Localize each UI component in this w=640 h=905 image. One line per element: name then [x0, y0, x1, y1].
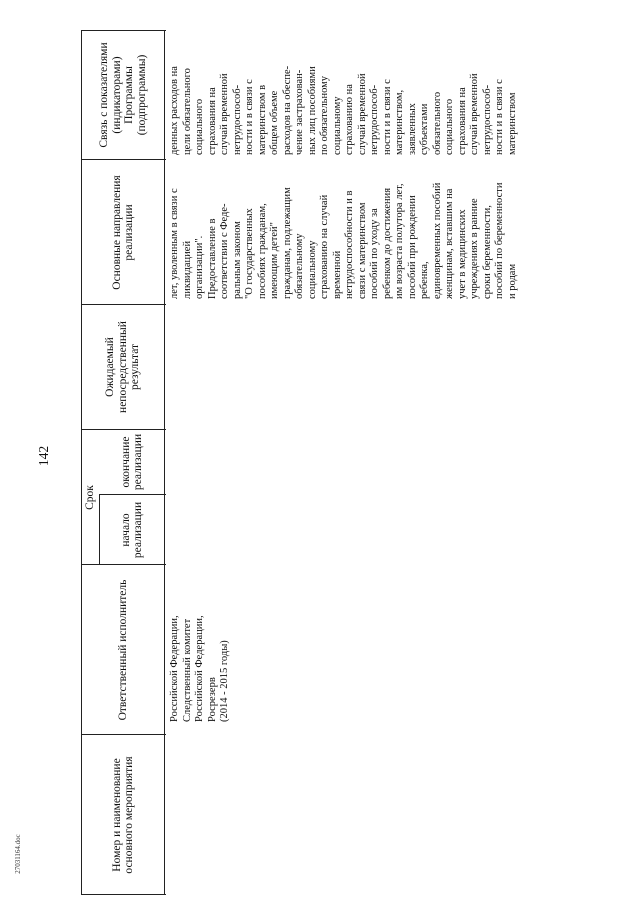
term-subheader-line: [99, 495, 100, 565]
rotated-document-page: [81, 30, 566, 895]
header-number-and-name: Номер и наименование основного мероприятия: [110, 756, 135, 874]
header-expected-result: Ожидаемый непосредственный результат: [104, 321, 142, 413]
header-term-start: начало реализации: [119, 501, 144, 559]
table-right-border: [81, 30, 166, 31]
header-indicators-link: Связь с показателями (индикаторами) Программы (подпрограммы): [98, 42, 148, 148]
col-divider-1: [81, 734, 166, 735]
col-divider-3: [99, 494, 166, 495]
table-left-border: [81, 894, 166, 895]
col-divider-6: [81, 159, 166, 160]
page-number: 142: [36, 445, 52, 467]
header-term: Срок: [84, 485, 97, 510]
document-code: 27031164.doc: [13, 834, 22, 874]
header-term-end: окончание реализации: [119, 433, 144, 491]
cell-directions: лет, уволенным в связи с ликвидацией организации". Предоставление в соответствии с Феде- ральным законом "О государственных пособиях гражданам, имеющим детей" гражданам, подлежащим обязательному социальному страхованию на случай временной нетрудоспособности и в связи с материнством пособий по уходу за ребенком до достижения им возраста полутора лет, пособий при рождении ребенка, единовременных пособий женщинам, вставшим на учет в медицинских учреждениях в ранние сроки беременности, пособий по беременности и родам: [169, 182, 518, 299]
header-main-directions: Основные направления реализации: [110, 175, 135, 290]
cell-indicators: денных расходов на цели обязательного социального страхования на случай временной нетрудоспособ- ности и в связи с материнством в общем объеме расходов на обеспе- чение застрахован- ных лиц пособиями по обязательному социальному страхованию на случай временной нетрудоспособ- ности и в связи с материнством, заявленных субъектами обязательного социального страхования на случай временной нетрудоспособ- ности и в связи с материнством: [169, 65, 518, 155]
col-divider-5: [81, 304, 166, 305]
cell-executor: Российской Федерации, Следственный комитет Российской Федерации, Росрезерв (2014 - 2015 годы): [169, 615, 230, 722]
header-executor: Ответственный исполнитель: [116, 579, 129, 721]
